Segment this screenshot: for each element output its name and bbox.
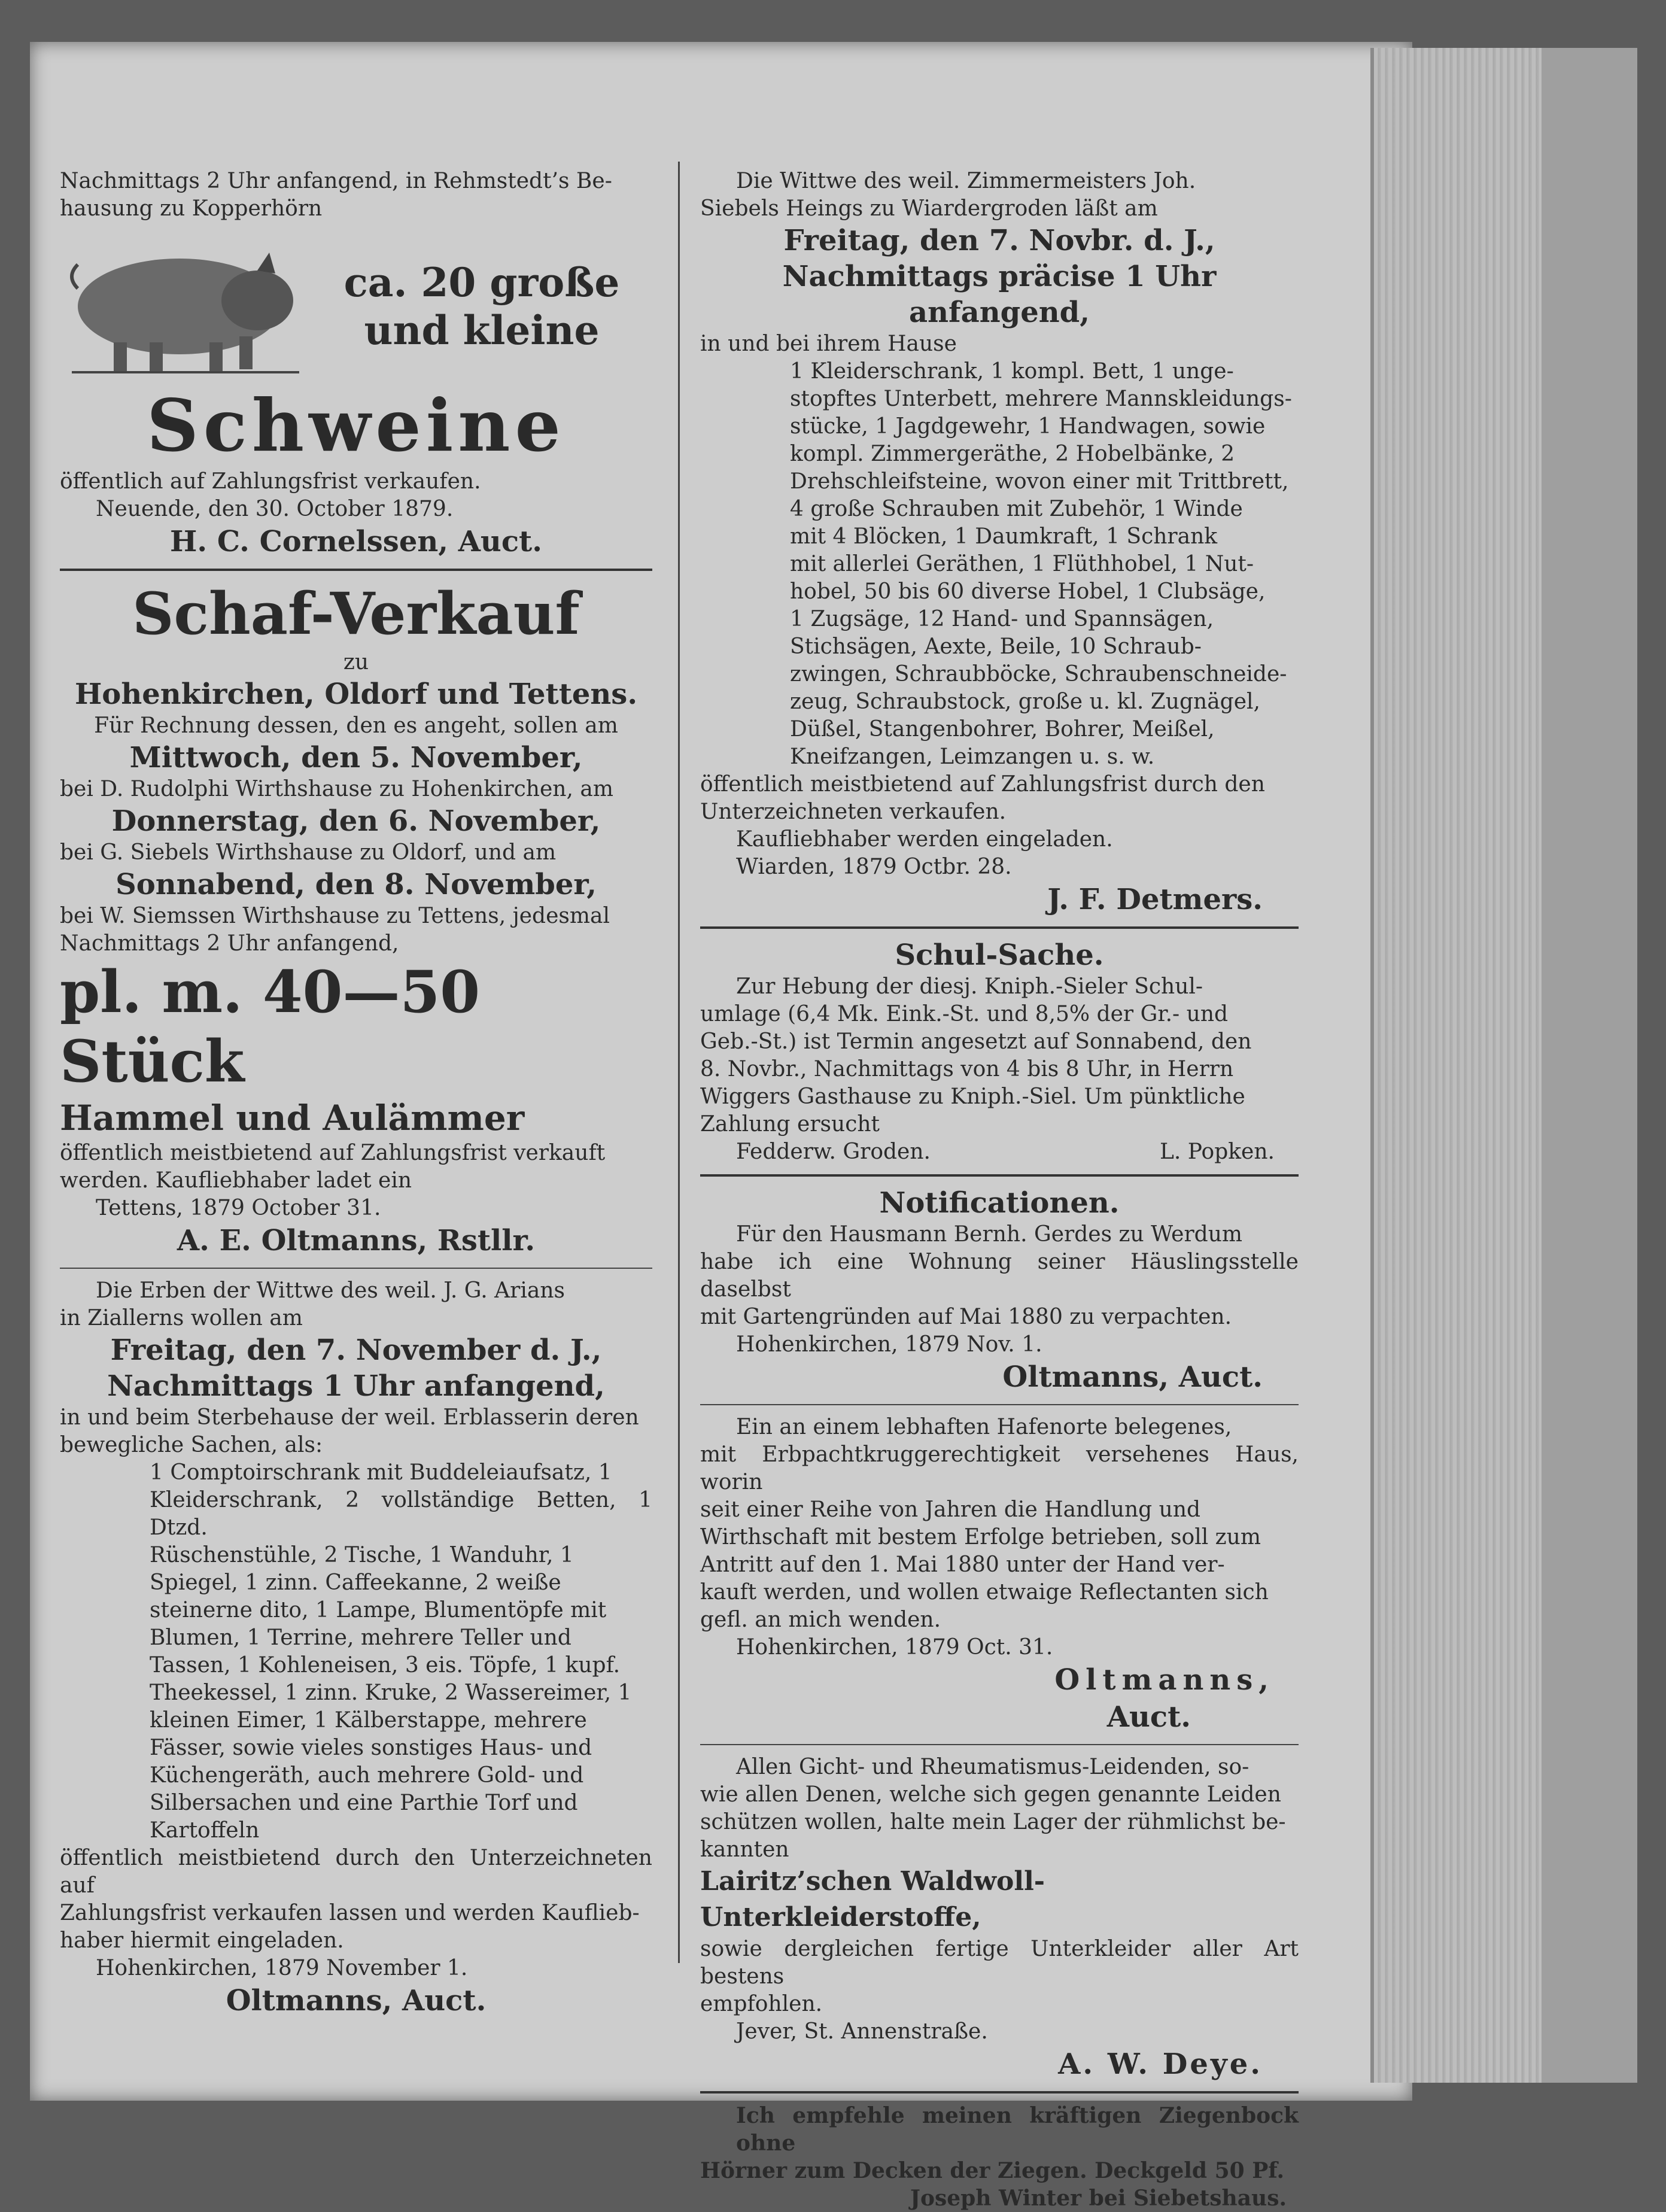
schweine-heading-1: ca. 20 große (343, 259, 620, 306)
list-item: Kneifzangen, Leimzangen u. s. w. (790, 745, 1155, 769)
list-item: kleinen Eimer, 1 Kälberstappe, mehrere (150, 1708, 587, 1733)
haus-text-line: Ein an einem lebhaften Hafenorte belegenes, (736, 1415, 1232, 1439)
list-item: zeug, Schraubstock, große u. kl. Zugnägel, (790, 689, 1260, 714)
schaf-date-3: Sonnabend, den 8. November, (115, 868, 597, 901)
notif-title: Notificationen. (879, 1186, 1120, 1220)
haus-text-line: kauft werden, und wollen etwaige Reflectanten sich (700, 1580, 1269, 1605)
arians-signature: Oltmanns, Auct. (226, 1984, 487, 2017)
arians-terms-line-1: öffentlich meistbietend durch den Unterzeichneten auf (60, 1846, 652, 1898)
heings-time: Nachmittags präcise 1 Uhr anfangend, (782, 260, 1217, 329)
notif-text-line: Für den Hausmann Bernh. Gerdes zu Werdum (736, 1222, 1243, 1247)
book-page-edges (1370, 48, 1637, 2083)
notif-text-line: habe ich eine Wohnung seiner Häuslingsstelle daselbst (700, 1250, 1299, 1302)
schul-text-line: Zur Hebung der diesj. Kniph.-Sieler Schul- (736, 974, 1203, 999)
schweine-header-row (60, 229, 652, 384)
schul-advert (700, 937, 1299, 1166)
notif-signature: Oltmanns, Auct. (1002, 1360, 1263, 1394)
haus-text-line: gefl. an mich wenden. (700, 1608, 941, 1632)
ziegenbock-text-line: Hörner zum Decken der Ziegen. Deckgeld 50 Pf. (700, 2158, 1285, 2183)
list-item: Küchengeräth, auch mehrere Gold- und (150, 1763, 584, 1788)
schul-title: Schul-Sache. (895, 938, 1104, 972)
column-divider (678, 162, 680, 1963)
schweine-intro-line-2: hausung zu Kopperhörn (60, 196, 323, 221)
gicht-text-line: kannten (700, 1837, 789, 1862)
haus-text-line: seit einer Reihe von Jahren die Handlung und (700, 1497, 1201, 1522)
haus-signature-1: Oltmanns, (1054, 1663, 1275, 1697)
gicht-text-line: schützen wollen, halte mein Lager der rühmlichst be- (700, 1810, 1286, 1834)
schweine-signature: H. C. Cornelssen, Auct. (170, 525, 542, 558)
list-item: Kleiderschrank, 2 vollständige Betten, 1 Dtzd. (150, 1488, 652, 1540)
schaf-date-2: Donnerstag, den 6. November, (111, 804, 601, 838)
ziegenbock-signature: Joseph Winter bei Siebetshaus. (910, 2186, 1287, 2211)
section-rule (700, 1404, 1299, 1405)
list-item: stopftes Unterbett, mehrere Mannskleidungs- (790, 387, 1292, 411)
list-item: mit allerlei Geräthen, 1 Flüthhobel, 1 Nut- (790, 552, 1254, 576)
schaf-time: Nachmittags 2 Uhr anfangend, (60, 931, 399, 956)
ziegenbock-advert (700, 2102, 1299, 2212)
list-item: zwingen, Schraubböcke, Schraubenschneide- (790, 662, 1287, 686)
section-rule (60, 569, 652, 571)
ziegenbock-text-line: Ich empfehle meinen kräftigen Ziegenbock ohne (736, 2103, 1299, 2156)
list-item: hobel, 50 bis 60 diverse Hobel, 1 Clubsäge, (790, 579, 1266, 604)
gicht-advert (700, 1754, 1299, 2083)
list-item: Theekessel, 1 zinn. Kruke, 2 Wassereimer, 1 (150, 1681, 632, 1705)
arians-time: Nachmittags 1 Uhr anfangend, (107, 1369, 605, 1403)
arians-advert (60, 1277, 652, 2019)
schul-text-line: Zahlung ersucht (700, 1112, 880, 1137)
schaf-intro: Für Rechnung dessen, den es angeht, sollen am (94, 713, 618, 738)
gicht-text2-line: empfohlen. (700, 1992, 823, 2016)
haus-signature-2: Auct. (1106, 1700, 1191, 1734)
arians-terms-line-3: haber hiermit eingeladen. (60, 1928, 344, 1953)
schweine-intro-line-1: Nachmittags 2 Uhr anfangend, in Rehmstedt’s Be- (60, 169, 612, 193)
gicht-product: Lairitz’schen Waldwoll-Unterkleiderstoffe, (700, 1866, 1045, 1933)
list-item: Spiegel, 1 zinn. Caffeekanne, 2 weiße (150, 1570, 561, 1595)
list-item: kompl. Zimmergeräthe, 2 Hobelbänke, 2 (790, 442, 1235, 466)
schaf-signature: A. E. Oltmanns, Rstllr. (177, 1224, 536, 1257)
schweine-advert (60, 168, 652, 560)
haus-place-date: Hohenkirchen, 1879 Oct. 31. (736, 1635, 1053, 1660)
schaf-title: Schaf-Verkauf (132, 580, 580, 648)
gicht-place: Jever, St. Annenstraße. (736, 2019, 988, 2044)
right-column (700, 168, 1299, 2212)
heings-advert (700, 168, 1299, 918)
heings-location: in und bei ihrem Hause (700, 332, 957, 356)
arians-terms-line-2: Zahlungsfrist verkaufen lassen und werden Kauflieb- (60, 1901, 640, 1925)
schaf-location-3: bei W. Siemssen Wirthshause zu Tettens, jedesmal (60, 904, 610, 928)
schul-place: Fedderw. Groden. (736, 1140, 931, 1164)
heings-signature: J. F. Detmers. (1047, 883, 1263, 916)
schaf-zu: zu (343, 650, 369, 674)
heings-intro-line-1: Die Wittwe des weil. Zimmermeisters Joh. (736, 169, 1196, 193)
list-item: 1 Comptoirschrank mit Buddeleiaufsatz, 1 (150, 1460, 612, 1485)
schaf-location-2: bei G. Siebels Wirthshause zu Oldorf, und am (60, 840, 557, 865)
list-item: Rüschenstühle, 2 Tische, 1 Wanduhr, 1 (150, 1543, 574, 1567)
list-item: Kartoffeln (150, 1818, 260, 1843)
list-item: Blumen, 1 Terrine, mehrere Teller und (150, 1625, 571, 1650)
heings-item-list (700, 358, 1299, 771)
list-item: 1 Zugsäge, 12 Hand- und Spannsägen, (790, 607, 1214, 631)
gicht-signature: A. W. Deye. (1058, 2047, 1263, 2081)
gicht-text-line: Allen Gicht- und Rheumatismus-Leidenden, so- (736, 1755, 1250, 1779)
list-item: Düßel, Stangenbohrer, Bohrer, Meißel, (790, 717, 1215, 742)
haus-text-line: Wirthschaft mit bestem Erfolge betrieben, soll zum (700, 1525, 1261, 1549)
heings-invite: Kaufliebhaber werden eingeladen. (736, 827, 1113, 852)
schul-text-line: Geb.-St.) ist Termin angesetzt auf Sonnabend, den (700, 1029, 1252, 1054)
schweine-line-1: öffentlich auf Zahlungsfrist verkaufen. (60, 469, 481, 494)
schaf-location-1: bei D. Rudolphi Wirthshause zu Hohenkirchen, am (60, 777, 613, 801)
list-item: Silbersachen und eine Parthie Torf und (150, 1791, 578, 1815)
schul-signature: L. Popken. (1159, 1140, 1275, 1164)
arians-place-date: Hohenkirchen, 1879 November 1. (96, 1956, 468, 1980)
list-item: Drehschleifsteine, wovon einer mit Trittbrett, (790, 469, 1289, 494)
section-rule (60, 1268, 652, 1269)
schul-text-line: umlage (6,4 Mk. Eink.-St. und 8,5% der Gr.- und (700, 1002, 1229, 1026)
schaf-date-1: Mittwoch, den 5. November, (129, 741, 583, 774)
list-item: steinerne dito, 1 Lampe, Blumentöpfe mit (150, 1598, 607, 1622)
schaf-advert (60, 579, 652, 1259)
arians-item-list (60, 1459, 652, 1845)
schul-text-line: Wiggers Gasthause zu Kniph.-Siel. Um pünktliche (700, 1084, 1245, 1109)
arians-location-line-1: in und beim Sterbehause der weil. Erblasserin deren (60, 1405, 639, 1430)
gicht-text2-line: sowie dergleichen fertige Unterkleider aller Art bestens (700, 1937, 1299, 1989)
schaf-places: Hohenkirchen, Oldorf und Tettens. (74, 677, 638, 711)
notif-advert (700, 1185, 1299, 1396)
notif-place-date: Hohenkirchen, 1879 Nov. 1. (736, 1332, 1042, 1357)
heings-terms-line-1: öffentlich meistbietend auf Zahlungsfrist durch den (700, 772, 1265, 797)
section-rule (700, 1744, 1299, 1745)
schaf-count: pl. m. 40—50 Stück (60, 958, 481, 1095)
arians-intro-line-1: Die Erben der Wittwe des weil. J. G. Arians (96, 1278, 566, 1303)
list-item: 1 Kleiderschrank, 1 kompl. Bett, 1 unge- (790, 359, 1234, 384)
schweine-heading-2: und kleine (364, 307, 600, 354)
section-rule (700, 2091, 1299, 2094)
haus-advert (700, 1414, 1299, 1736)
heings-intro-line-2: Siebels Heings zu Wiardergroden läßt am (700, 196, 1158, 221)
list-item: Stichsägen, Aexte, Beile, 10 Schraub- (790, 634, 1202, 659)
gicht-text-line: wie allen Denen, welche sich gegen genannte Leiden (700, 1782, 1281, 1807)
schaf-place-date: Tettens, 1879 October 31. (96, 1196, 381, 1220)
heings-terms-line-2: Unterzeichneten verkaufen. (700, 800, 1007, 824)
list-item: mit 4 Blöcken, 1 Daumkraft, 1 Schrank (790, 524, 1218, 549)
heings-date: Freitag, den 7. Novbr. d. J., (783, 224, 1215, 257)
section-rule (700, 1174, 1299, 1177)
section-rule (700, 926, 1299, 929)
arians-date: Freitag, den 7. November d. J., (110, 1333, 602, 1367)
schweine-title: Schweine (147, 384, 566, 468)
haus-text-line: mit Erbpachtkruggerechtigkeit versehenes Haus, worin (700, 1442, 1299, 1494)
arians-location-line-2: bewegliche Sachen, als: (60, 1433, 323, 1457)
schaf-animals: Hammel und Aulämmer (60, 1098, 525, 1138)
notif-text-line: mit Gartengründen auf Mai 1880 zu verpachten. (700, 1305, 1232, 1329)
left-column (60, 168, 652, 2019)
schweine-line-2: Neuende, den 30. October 1879. (96, 497, 454, 521)
schaf-terms-line-1: öffentlich meistbietend auf Zahlungsfrist verkauft (60, 1141, 606, 1165)
list-item: stücke, 1 Jagdgewehr, 1 Handwagen, sowie (790, 414, 1266, 439)
list-item: Fässer, sowie vieles sonstiges Haus- und (150, 1736, 592, 1760)
pig-illustration-icon (60, 229, 311, 384)
arians-intro-line-2: in Ziallerns wollen am (60, 1306, 303, 1330)
list-item: 4 große Schrauben mit Zubehör, 1 Winde (790, 497, 1243, 521)
list-item: Tassen, 1 Kohleneisen, 3 eis. Töpfe, 1 kupf. (150, 1653, 621, 1678)
haus-text-line: Antritt auf den 1. Mai 1880 unter der Hand ver- (700, 1552, 1225, 1577)
schul-text-line: 8. Novbr., Nachmittags von 4 bis 8 Uhr, in Herrn (700, 1057, 1234, 1081)
heings-place-date: Wiarden, 1879 Octbr. 28. (736, 855, 1012, 879)
schaf-terms-line-2: werden. Kaufliebhaber ladet ein (60, 1168, 412, 1193)
